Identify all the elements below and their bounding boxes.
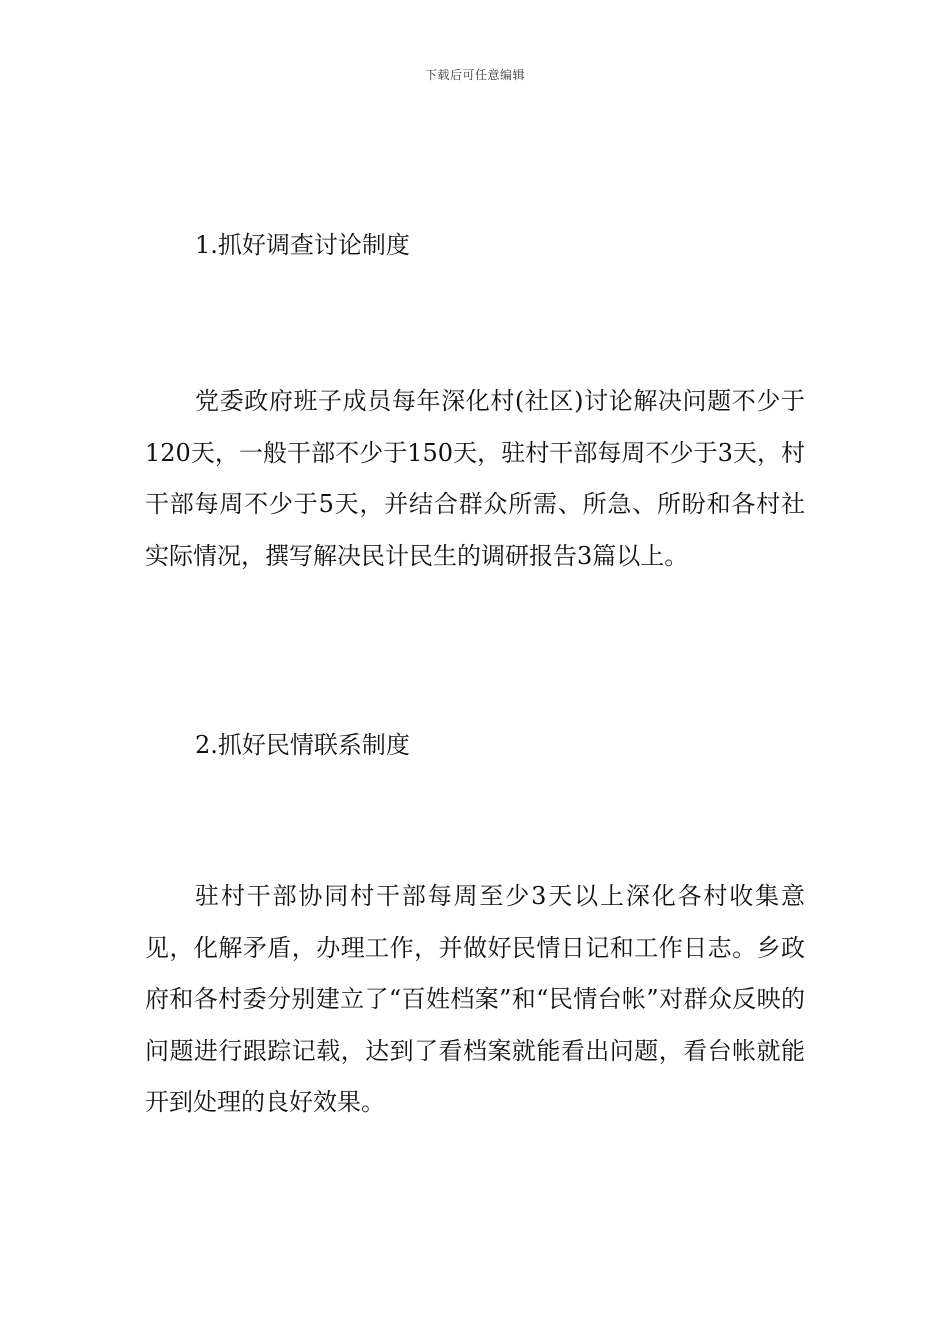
- section-2-body: 驻村干部协同村干部每周至少3天以上深化各村收集意见，化解矛盾，办理工作，并做好民情日记和工作日志。乡政府和各村委分别建立了“百姓档案”和“民情台帐”对群众反映的问题进行跟踪记载，达到了看档案就能看出问题，看台帐就能开到处理的良好效果。: [145, 882, 805, 1116]
- section-1-body: 党委政府班子成员每年深化村(社区)讨论解决问题不少于120天，一般干部不少于150天，驻村干部每周不少于3天，村干部每周不少于5天，并结合群众所需、所急、所盼和各村社实际情况，撰写解决民计民生的调研报告3篇以上。: [145, 387, 805, 570]
- section-2-heading: 2.抓好民情联系制度: [195, 731, 410, 759]
- section-1-heading: 1.抓好调查讨论制度: [195, 231, 410, 259]
- page-header-note: 下载后可任意编辑: [424, 68, 525, 82]
